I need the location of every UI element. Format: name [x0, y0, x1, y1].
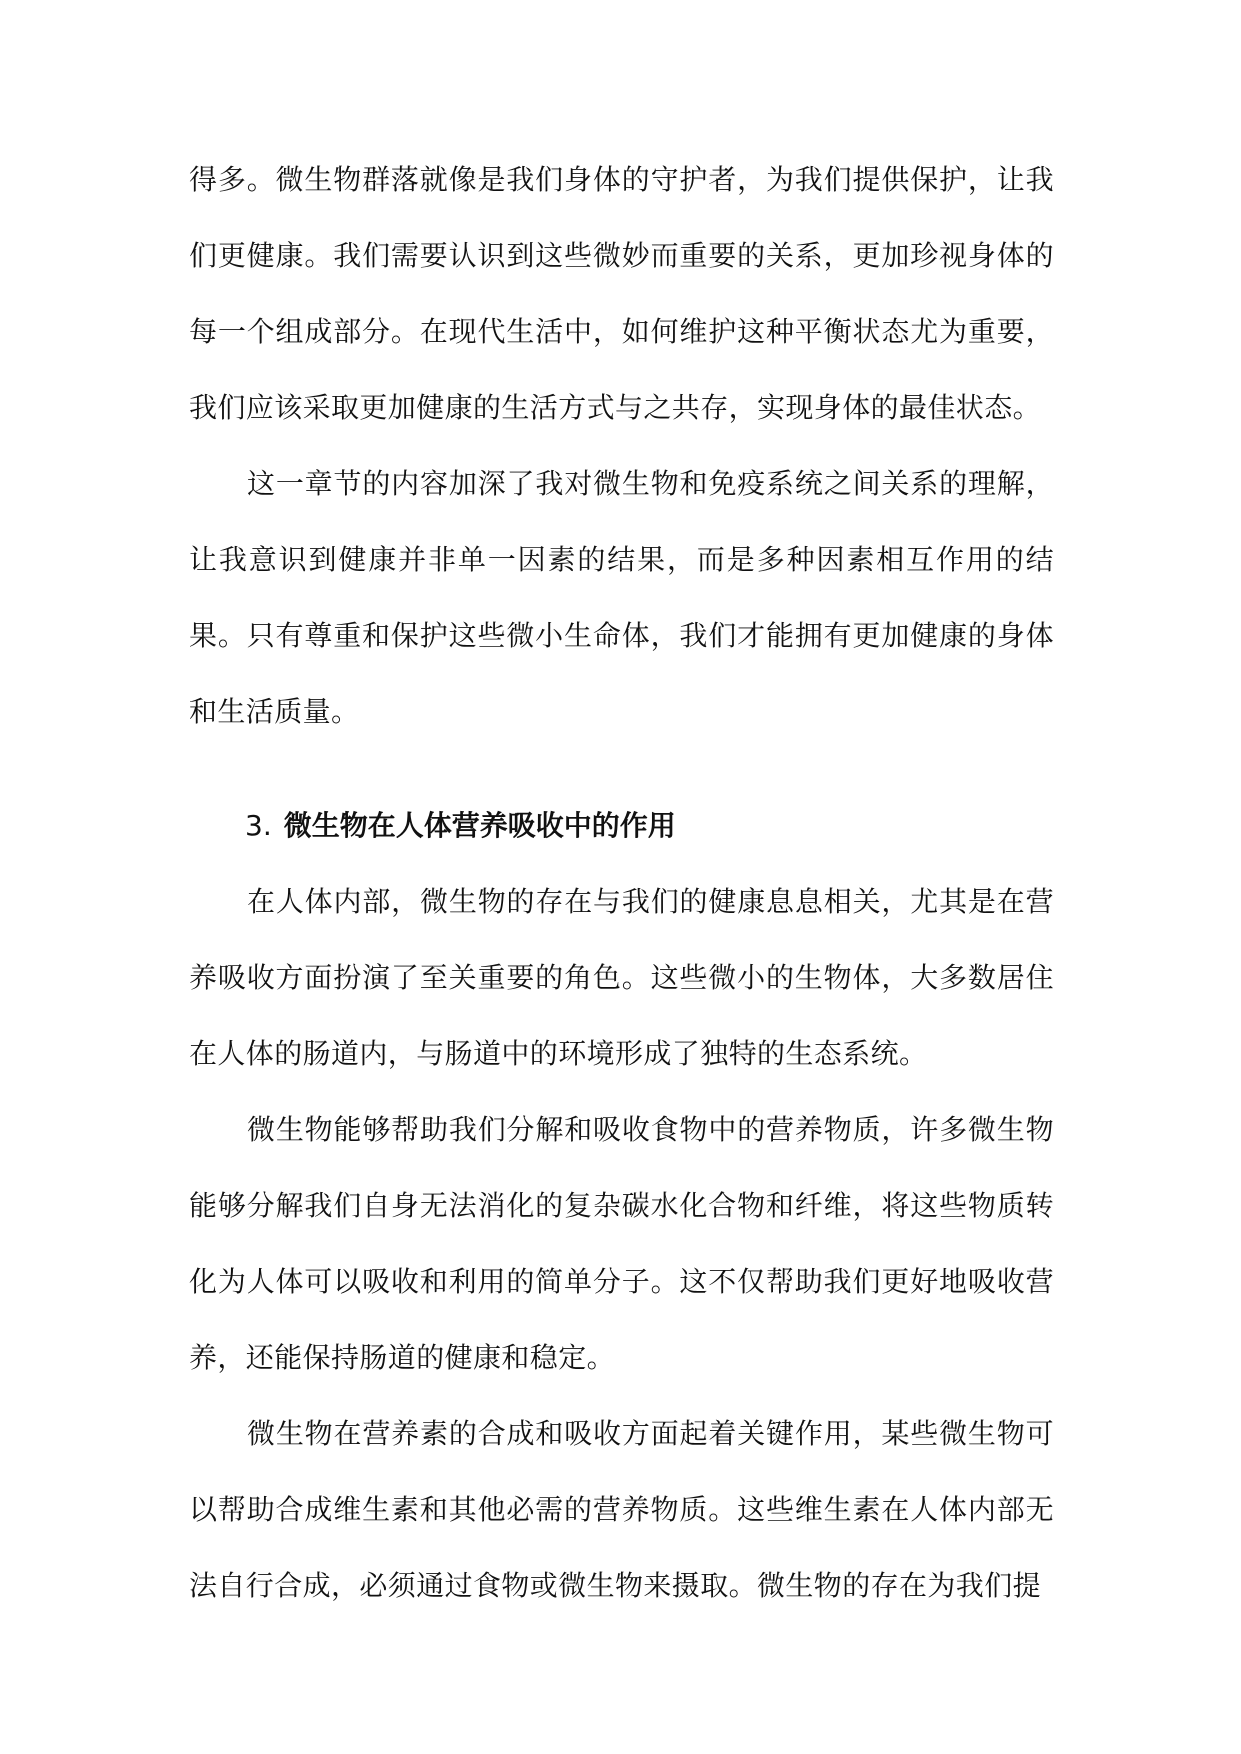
section-title: 微生物在人体营养吸收中的作用	[283, 809, 676, 842]
paragraph: 微生物能够帮助我们分解和吸收食物中的营养物质，许多微生物能够分解我们自身无法消化的复杂碳水化合物和纤维，将这些物质转化为人体可以吸收和利用的简单分子。这不仅帮助我们更好地吸收营养，还能保持肠道的健康和稳定。	[189, 1113, 1054, 1374]
section-heading	[189, 788, 1054, 864]
paragraph: 微生物在营养素的合成和吸收方面起着关键作用，某些微生物可以帮助合成维生素和其他必需的营养物质。这些维生素在人体内部无法自行合成，必须通过食物或微生物来摄取。微生物的存在为我们提	[189, 1417, 1054, 1602]
section-number: 3.	[245, 809, 272, 842]
paragraph: 在人体内部，微生物的存在与我们的健康息息相关，尤其是在营养吸收方面扮演了至关重要的角色。这些微小的生物体，大多数居住在人体的肠道内，与肠道中的环境形成了独特的生态系统。	[189, 885, 1054, 1070]
document-body	[189, 142, 1054, 1624]
paragraph-continuation: 得多。微生物群落就像是我们身体的守护者，为我们提供保护，让我们更健康。我们需要认识到这些微妙而重要的关系，更加珍视身体的每一个组成部分。在现代生活中，如何维护这种平衡状态尤为重要，我们应该采取更加健康的生活方式与之共存，实现身体的最佳状态。	[189, 163, 1054, 424]
paragraph: 这一章节的内容加深了我对微生物和免疫系统之间关系的理解，让我意识到健康并非单一因素的结果，而是多种因素相互作用的结果。只有尊重和保护这些微小生命体，我们才能拥有更加健康的身体和生活质量。	[189, 467, 1054, 728]
